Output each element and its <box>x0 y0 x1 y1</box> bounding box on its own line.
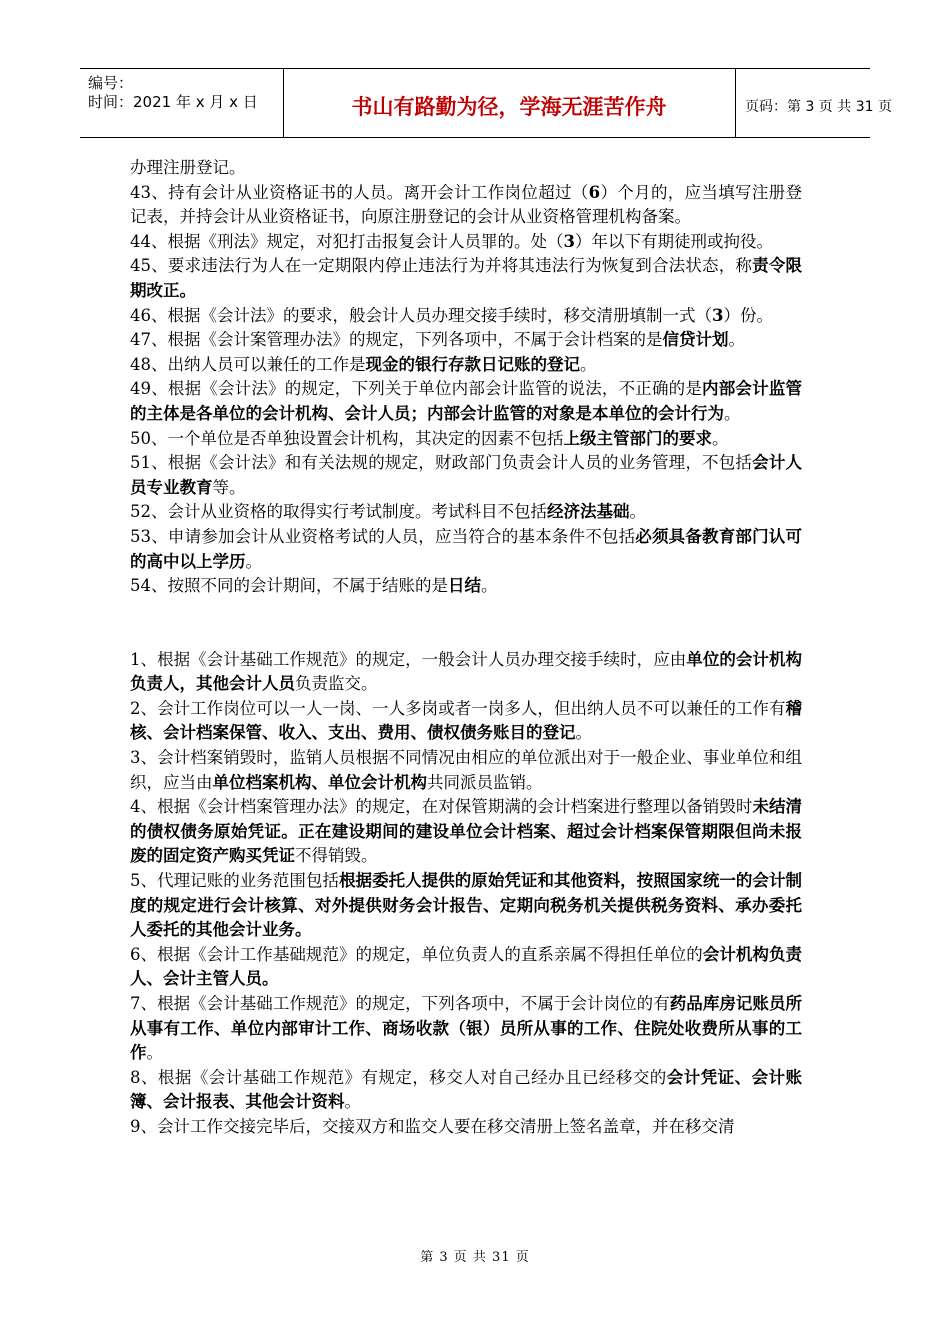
question-paragraph <box>130 254 802 303</box>
question-text: ）份。 <box>723 305 773 325</box>
question-text: 。 <box>146 1043 163 1063</box>
question-text: 。 <box>344 1092 361 1112</box>
question-text: 。 <box>481 576 498 596</box>
answer-text: 会计凭证、会计账簿、会计报表、其他会计资料 <box>130 1067 803 1112</box>
answer-text: 经济法基础 <box>547 502 630 522</box>
question-text: 。 <box>724 403 741 423</box>
answer-text: 上级主管部门的要求 <box>563 428 712 448</box>
question-text: 2、会计工作岗位可以一人一岗、一人多岗或者一岗多人，但出纳人员不可以兼任的工作有 <box>130 698 786 718</box>
question-paragraph <box>130 795 802 869</box>
question-paragraph <box>130 304 802 329</box>
question-text: 。 <box>580 354 597 374</box>
question-text: 45、要求违法行为人在一定期限内停止违法行为并将其违法行为恢复到合法状态，称 <box>130 256 753 276</box>
question-text: 8、根据《会计基础工作规范》有规定，移交人对自己经办且已经移交的 <box>130 1067 667 1087</box>
question-text: 负责监交。 <box>295 674 378 694</box>
document-date-label: 时间：2021 年 x 月 x 日 <box>88 93 258 111</box>
question-text: 不得销毁。 <box>295 846 378 866</box>
question-paragraph <box>130 697 802 746</box>
question-paragraph <box>130 1066 802 1115</box>
question-text: 1、根据《会计基础工作规范》的规定，一般会计人员办理交接手续时，应由 <box>130 649 687 669</box>
document-number-label: 编号： <box>88 74 134 92</box>
page-header <box>80 68 892 138</box>
question-section-b <box>130 648 802 1140</box>
question-paragraph <box>130 328 802 353</box>
header-middle-cell <box>283 69 736 137</box>
page-footer: 第 3 页 共 31 页 <box>420 1250 530 1265</box>
answer-text: 现金的银行存款日记账的登记 <box>365 354 580 374</box>
answer-text: 日结 <box>448 576 481 596</box>
question-paragraph <box>130 525 802 574</box>
question-paragraph <box>130 746 802 795</box>
question-text: 53、申请参加会计从业资格考试的人员，应当符合的基本条件不包括 <box>130 526 636 546</box>
question-paragraph <box>130 156 802 181</box>
document-body <box>130 156 802 1140</box>
question-text: 。 <box>245 551 262 571</box>
question-text: 6、根据《会计工作基础规范》的规定，单位负责人的直系亲属不得担任单位的 <box>130 944 703 964</box>
question-paragraph <box>130 1115 802 1140</box>
answer-text: 必须具备教育部门认可的高中以上学历 <box>130 526 802 571</box>
question-text: 49、根据《会计法》的规定，下列关于单位内部会计监管的说法，不正确的是 <box>130 379 703 399</box>
answer-text: 3 <box>563 231 575 251</box>
question-text: 。 <box>575 723 592 743</box>
question-text: 等。 <box>212 477 246 497</box>
header-motto: 书山有路勤为径，学海无涯苦作舟 <box>351 95 667 119</box>
answer-text: 药品库房记账员所从事有工作、单位内部审计工作、商场收款（银）员所从事的工作、住院处收费所从事的工作 <box>130 994 803 1063</box>
question-text: 。 <box>728 330 745 350</box>
question-text: 43、持有会计从业资格证书的人员。离开会计工作岗位超过（ <box>130 182 589 202</box>
answer-text: 会计人员专业教育 <box>130 453 803 497</box>
question-text: 9、会计工作交接完毕后，交接双方和监交人要在移交清册上签名盖章，并在移交清 <box>130 1116 735 1136</box>
answer-text: 会计机构负责人、会计主管人员。 <box>130 944 803 989</box>
answer-text: 根据委托人提供的原始凭证和其他资料，按照国家统一的会计制度的规定进行会计核算、对外提供财务会计报告、定期向税务机关提供税务资料、承办委托人委托的其他会计业务。 <box>130 871 803 940</box>
question-paragraph <box>130 943 802 992</box>
question-text: 。 <box>629 502 646 522</box>
question-paragraph <box>130 230 802 255</box>
answer-text: 内部会计监管的主体是各单位的会计机构、会计人员；内部会计监管的对象是本单位的会计行为 <box>130 379 803 423</box>
question-paragraph <box>130 377 802 426</box>
question-paragraph <box>130 181 802 230</box>
answer-text: 6 <box>588 182 601 202</box>
question-paragraph <box>130 648 802 697</box>
section-spacer <box>130 599 802 648</box>
header-right-cell <box>735 69 892 137</box>
question-paragraph <box>130 869 802 943</box>
answer-text: 3 <box>712 305 724 325</box>
question-text: 5、代理记账的业务范围包括 <box>130 871 339 891</box>
answer-text: 未结清的债权债务原始凭证。正在建设期间的建设单位会计档案、超过会计档案保管期限但尚未报废的固定资产购买凭证 <box>130 797 803 866</box>
question-text: 7、根据《会计基础工作规范》的规定，下列各项中，不属于会计岗位的有 <box>130 994 670 1013</box>
question-text: 54、按照不同的会计期间，不属于结账的是 <box>130 576 448 596</box>
answer-text: 信贷计划 <box>662 330 729 350</box>
question-section-a <box>130 156 802 599</box>
question-text: 。 <box>712 428 729 448</box>
header-page-number: 页码：第 3 页 共 31 页 <box>745 99 892 115</box>
question-text: 46、根据《会计法》的要求，般会计人员办理交接手续时，移交清册填制一式（ <box>130 305 712 325</box>
header-left-cell <box>80 69 284 137</box>
question-text: 4、根据《会计档案管理办法》的规定，在对保管期满的会计档案进行整理以备销毁时 <box>130 797 753 817</box>
answer-text: 责令限期改正。 <box>130 256 803 300</box>
question-text: ）个月的，应当填写注册登记表，并持会计从业资格证书，向原注册登记的会计从业资格管理机构备案。 <box>130 182 803 227</box>
question-text: 52、会计从业资格的取得实行考试制度。考试科目不包括 <box>130 502 547 522</box>
answer-text: 稽核、会计档案保管、收入、支出、费用、债权债务账目的登记 <box>130 698 802 743</box>
question-text: 办理注册登记。 <box>130 158 246 177</box>
question-text: 共同派员监销。 <box>427 772 543 792</box>
question-paragraph <box>130 500 802 525</box>
question-paragraph <box>130 992 802 1066</box>
question-paragraph <box>130 353 802 378</box>
question-text: 50、一个单位是否单独设置会计机构，其决定的因素不包括 <box>130 428 564 448</box>
question-paragraph <box>130 574 802 599</box>
question-paragraph <box>130 451 802 500</box>
question-text: 51、根据《会计法》和有关法规的规定，财政部门负责会计人员的业务管理，不包括 <box>130 453 753 473</box>
question-text: 44、根据《刑法》规定，对犯打击报复会计人员罪的。处（ <box>130 231 564 251</box>
answer-text: 单位的会计机构负责人，其他会计人员 <box>130 649 803 694</box>
question-text: 48、出纳人员可以兼任的工作是 <box>130 354 366 374</box>
question-text: ）年以下有期徒刑或拘役。 <box>574 231 773 251</box>
question-text: 3、会计档案销毁时，监销人员根据不同情况由相应的单位派出对于一般企业、事业单位和组织，应当由 <box>130 748 802 792</box>
question-text: 47、根据《会计案管理办法》的规定，下列各项中，不属于会计档案的是 <box>130 330 663 350</box>
question-paragraph <box>130 427 802 452</box>
answer-text: 单位档案机构、单位会计机构 <box>212 772 427 792</box>
